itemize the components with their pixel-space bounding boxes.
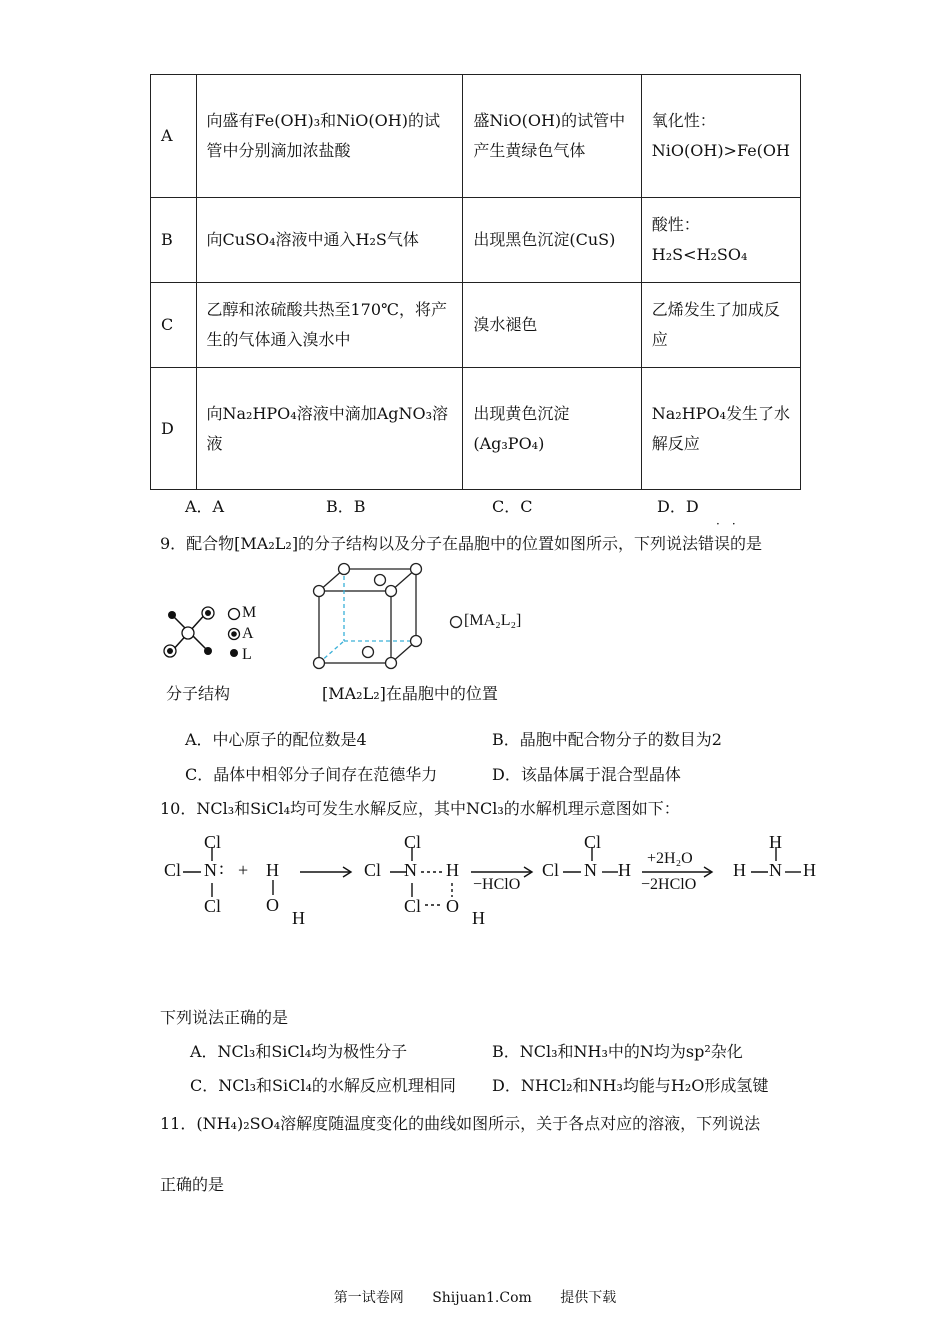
- scheme-h: H: [266, 860, 279, 880]
- scheme-cl: Cl: [404, 896, 422, 916]
- legend-l-label: L: [242, 646, 252, 663]
- row-label: A: [151, 75, 197, 198]
- q8-option-a[interactable]: A．A: [185, 497, 225, 516]
- scheme-o: O: [446, 896, 459, 916]
- scheme-h: H: [472, 908, 485, 928]
- operation-cell: 向CuSO₄溶液中通入H₂S气体: [196, 198, 463, 283]
- phenomenon-cell: 出现黑色沉淀(CuS): [463, 198, 641, 283]
- legend-m-label: M: [242, 604, 257, 621]
- row-label: B: [151, 198, 197, 283]
- row-label: C: [151, 283, 197, 368]
- footer-url[interactable]: Shijuan1.Com: [432, 1290, 532, 1306]
- q11-stem-continued: 正确的是: [160, 1175, 225, 1194]
- scheme-cl: Cl: [584, 832, 602, 852]
- q11-stem: 11．(NH₄)₂SO₄溶解度随温度变化的曲线如图所示，关于各点对应的溶液，下列说法: [160, 1114, 761, 1133]
- conclusion-cell: Na₂HPO₄发生了水解反应: [641, 368, 800, 490]
- phenomenon-cell: 出现黄色沉淀(Ag₃PO₄): [463, 368, 641, 490]
- experiment-table: [150, 74, 801, 490]
- q9-stem: 9．配合物[MA₂L₂]的分子结构以及分子在晶胞中的位置如图所示，下列说法错误的是: [160, 534, 763, 553]
- conclusion-cell: 酸性：H₂S<H₂SO₄: [641, 198, 800, 283]
- q10-stem: 10．NCl₃和SiCl₄均可发生水解反应，其中NCl₃的水解机理示意图如下：: [160, 799, 680, 818]
- scheme-h: H: [446, 860, 459, 880]
- phenomenon-cell: 盛NiO(OH)的试管中产生黄绿色气体: [463, 75, 641, 198]
- scheme-cl: Cl: [542, 860, 560, 880]
- scheme-n: N: [404, 860, 417, 880]
- q9-option-c[interactable]: C．晶体中相邻分子间存在范德华力: [185, 765, 438, 784]
- scheme-plus: +: [238, 860, 249, 880]
- q9-option-b[interactable]: B．晶胞中配合物分子的数目为2: [492, 730, 722, 749]
- scheme-n: N: [769, 860, 782, 880]
- scheme-n: N: [204, 860, 217, 880]
- scheme-n: N: [584, 860, 597, 880]
- molecule-legend: [229, 609, 240, 658]
- arrow2-above: +2H₂O: [647, 850, 693, 867]
- unit-cell-legend-label: [MA₂L₂]: [464, 612, 522, 629]
- scheme-h: H: [769, 832, 782, 852]
- conclusion-cell: 乙烯发生了加成反应: [641, 283, 800, 368]
- scheme-cl: Cl: [404, 832, 422, 852]
- q8-option-c[interactable]: C．C: [492, 497, 533, 516]
- footer-site: 第一试卷网: [333, 1290, 404, 1306]
- caption-unit-cell: [MA₂L₂]在晶胞中的位置: [322, 684, 498, 703]
- table-row: [151, 75, 801, 198]
- molecule-structure: [164, 607, 214, 657]
- table-row: [151, 283, 801, 368]
- operation-cell: 向盛有Fe(OH)₃和NiO(OH)的试管中分别滴加浓盐酸: [196, 75, 463, 198]
- q10-sub-stem: 下列说法正确的是: [160, 1008, 289, 1027]
- scheme-cl: Cl: [204, 896, 222, 916]
- scheme-cl: Cl: [204, 832, 222, 852]
- q10-option-c[interactable]: C．NCl₃和SiCl₄的水解反应机理相同: [190, 1076, 456, 1095]
- scheme-h: H: [733, 860, 746, 880]
- operation-cell: 向Na₂HPO₄溶液中滴加AgNO₃溶液: [196, 368, 463, 490]
- scheme-cl: Cl: [164, 860, 182, 880]
- operation-cell: 乙醇和浓硫酸共热至170℃，将产生的气体通入溴水中: [196, 283, 463, 368]
- scheme-h: H: [618, 860, 631, 880]
- scheme-cl: Cl: [364, 860, 382, 880]
- q10-option-a[interactable]: A．NCl₃和SiCl₄均为极性分子: [190, 1042, 408, 1061]
- q10-option-b[interactable]: B．NCl₃和NH₃中的N均为sp²杂化: [492, 1042, 743, 1061]
- table-row: [151, 198, 801, 283]
- table-row: [151, 368, 801, 490]
- q9-option-a[interactable]: A．中心原子的配位数是4: [185, 730, 367, 749]
- conclusion-cell: 氧化性：NiO(OH)>Fe(OH: [641, 75, 800, 198]
- arrow1-label: −HClO: [473, 876, 521, 893]
- scheme-h: H: [292, 908, 305, 928]
- q10-option-d[interactable]: D．NHCl₂和NH₃均能与H₂O形成氢键: [492, 1076, 769, 1095]
- page-footer: [0, 1287, 950, 1307]
- footer-action: 提供下载: [560, 1290, 617, 1306]
- q9-option-d[interactable]: D．该晶体属于混合型晶体: [492, 765, 681, 784]
- legend-a-label: A: [242, 625, 254, 642]
- scheme-o: O: [266, 895, 279, 915]
- phenomenon-cell: 溴水褪色: [463, 283, 641, 368]
- scheme-h: H: [803, 860, 816, 880]
- q8-option-b[interactable]: B．B: [326, 497, 366, 516]
- row-label: D: [151, 368, 197, 490]
- caption-molecule: 分子结构: [166, 684, 231, 703]
- q8-option-d[interactable]: D．D: [657, 497, 699, 516]
- arrow2-below: −2HClO: [641, 876, 697, 893]
- lone-pair: :: [219, 858, 225, 878]
- emphasis-dots: ··: [716, 517, 748, 531]
